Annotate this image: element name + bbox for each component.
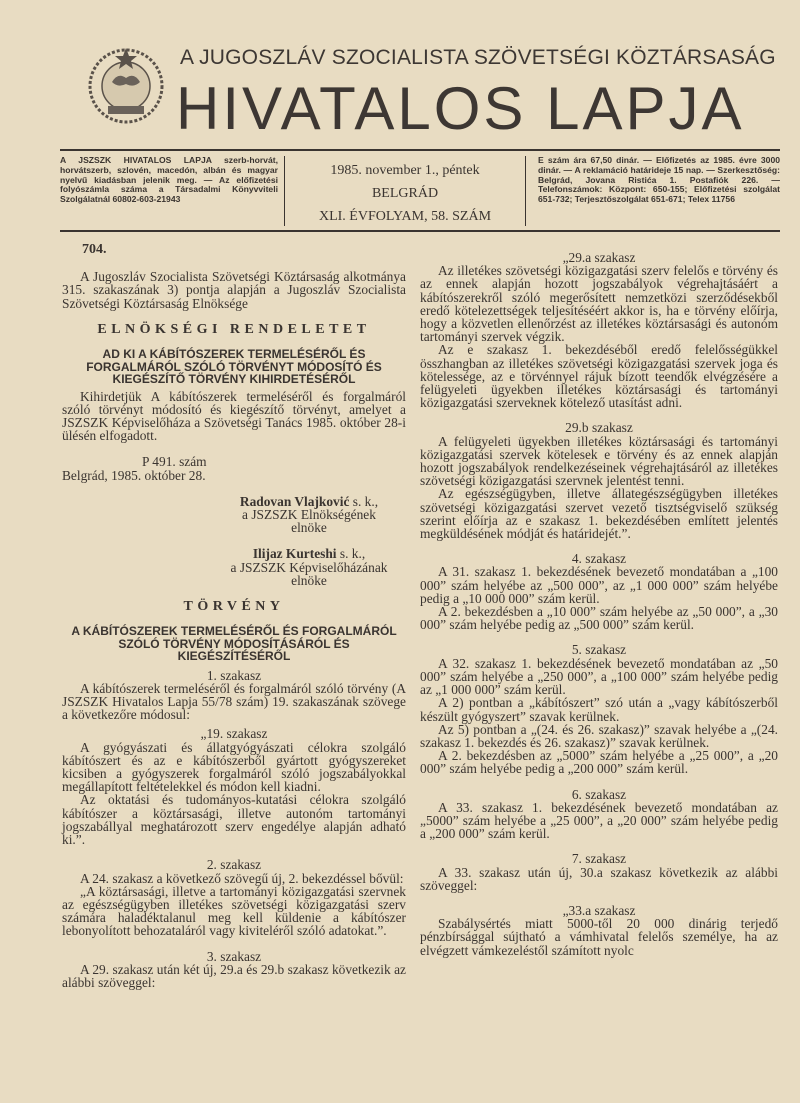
document-type-heading: TÖRVÉNY (183, 598, 285, 614)
country-line: A JUGOSZLÁV SZOCIALISTA SZÖVETSÉGI KÖZTÁRSASÁG (180, 46, 776, 69)
section-heading: 29.b szakasz (565, 420, 633, 436)
signatory-name (212, 547, 406, 560)
document-type-heading: ELNÖKSÉGI RENDELETET (97, 321, 371, 337)
left-column (62, 243, 406, 989)
paragraph: A felügyeleti ügyekben illetékes köztársasági és tartományi közigazgatási szervek kötelesek e törvény és az ennek alapján hozott jogszabályok rendelkezéseinek végrehajtásáról az illetékes szövetségi közigazgatási szervnek jelentést tenni. (420, 433, 778, 489)
place-date-line: Belgrád, 1985. október 28. (62, 467, 206, 483)
coat-of-arms-emblem (84, 42, 168, 126)
reference-number: P 491. szám (142, 454, 207, 470)
section-heading: 2. szakasz (206, 857, 262, 873)
paragraph: Az illetékes szövetségi közigazgatási szerv felelős e törvény és az ennek alapján hozott jogszabályok végrehajtásáért a kábítószerekről szóló megerősített nemzetközi szerződésekből eredő kötelezettségek teljesítéséért akkor is, ha e törvény előírja, hogy a közvetlen ellenőrzést az illetékes köztársasági és autonóm tartományi szervek végzik. (420, 263, 778, 345)
section-heading: 4. szakasz (571, 551, 627, 567)
section-heading: 7. szakasz (571, 851, 627, 867)
signatory-suffix: s. k., (336, 546, 366, 562)
signatory-suffix: s. k., (349, 493, 379, 509)
header-rule-top (60, 149, 780, 151)
issue-city: BELGRÁD (371, 186, 439, 201)
section-heading: 6. szakasz (571, 786, 627, 802)
paragraph: Szabálysértés miatt 5000-től 20 000 dinárig terjedő pénzbírsággal sújtható a vámhivatal felelős személye, ha az elvégzett vámkezeléstől számított nyolc (420, 916, 778, 958)
paragraph: „A köztársasági, illetve a tartományi közigazgatási szervnek az egészségügyben illetékes szövetségi közigazgatási szerv számára haladéktalanul meg kell küldenie a kábítószer lebonyolított behozataláról vagy kiviteléről szóló adatokat.”. (62, 883, 406, 939)
issue-date: 1985. november 1., péntek (330, 163, 480, 178)
paragraph: Az oktatási és tudományos-kutatási célokra szolgáló kábítószer a köztársasági, illetve autonóm tartományi jogszabállyal meghatározott szerv engedélye alapján adható ki.”. (62, 792, 406, 848)
section-heading: 5. szakasz (571, 642, 627, 658)
section-heading: „29.a szakasz (562, 250, 636, 265)
issue-details (284, 156, 526, 226)
header-rule-bottom (60, 230, 780, 232)
signatory-name (212, 495, 406, 508)
publication-note: A JSZSZK HIVATALOS LAPJA szerb-horvát, horvátszerb, szlovén, macedón, albán és magyar nyelvű kiadásban jelenik meg. — Az előfizetési folyószámla száma a Társadalmi Könyvviteli Szolgálatnál 60802-603-21943 (60, 155, 278, 205)
paragraph: A Jugoszláv Szocialista Szövetségi Köztársaság alkotmánya 315. szakaszának 3) pontja alapján a Jugoszláv Szocialista Szövetségi Köztársaság Elnöksége (62, 269, 406, 311)
paragraph: A 32. szakasz 1. bekezdésének bevezető mondatában az „50 000” szám helyébe a „250 000”, a „100 000” szám helyébe pedig az „1 000 000” szám kerül. (420, 655, 778, 698)
paragraph: Kihirdetjük A kábítószerek termeléséről és forgalmáról szóló törvényt módosító és kiegészítő törvényt, amelyet a JSZSZK Képviselőháza a Szövetségi Tanács 1985. október 28-i ülésén elfogadott. (62, 388, 406, 444)
paragraph: A 29. szakasz után két új, 29.a és 29.b szakasz következik az alábbi szöveggel: (62, 961, 406, 990)
paragraph: A 2. bekezdésben az „5000” szám helyébe a „25 000”, a „20 000” szám helyébe pedig a „200 000” szám kerül. (420, 748, 778, 777)
section-heading: 3. szakasz (206, 948, 262, 964)
paragraph: Az 5) pontban a „(24. és 26. szakasz)” szavak helyébe a „(24. szakasz 1. bekezdés és 26. szakasz)” szavak kerülnek. (420, 721, 778, 750)
issue-volume: XLI. ÉVFOLYAM, 58. SZÁM (318, 209, 492, 224)
paragraph: A 33. szakasz 1. bekezdésének bevezető mondatában az „5000” szám helyébe a „25 000”, a „20 000” szám helyébe pedig a „200 000” szám kerül. (420, 799, 778, 842)
act-title: AD KI A KÁBÍTÓSZEREK TERMELÉSÉRŐL ÉS FORGALMÁRÓL SZÓLÓ TÖRVÉNYT MÓDOSÍTÓ ÉS KIEGÉSZÍTŐ TÖRVÉNY KIHIRDETÉSÉRŐL (86, 347, 382, 387)
signatory-title: elnöke (291, 520, 327, 536)
price-and-contact: E szám ára 67,50 dinár. — Előfizetés az 1985. évre 3000 dinár. — A reklamáció határideje 15 nap. — Szerkesztőség: Belgrád, Jovana Ristića 1. Postafiók 226. — Telefonszámok: Központ: 650-155; Előfizetési szolgálat 651-732; Terjesztőszolgálat 651-671; Telex 11756 (538, 155, 780, 205)
section-heading: „19. szakasz (200, 726, 268, 742)
paragraph: Az egészségügyben, illetve állategészségügyben illetékes szövetségi közigazgatási szervet vezető tisztségviselő szükség szerint előírja az e szakasz 1. bekezdésében említett jelentés megküldésének módját és határidejét.”. (420, 486, 778, 542)
signatory-bold-name: Radovan Vlajković (239, 493, 350, 509)
paragraph: A 31. szakasz 1. bekezdésének bevezető mondatában a „100 000” szám helyébe az „500 000”, az „1 000 000” szám helyébe pedig a „10 000 000” szám kerül. (420, 564, 778, 606)
act-number: 704. (82, 242, 107, 257)
paragraph: A 33. szakasz után új, 30.a szakasz következik az alábbi szöveggel: (420, 864, 778, 893)
paragraph: Az e szakasz 1. bekezdéséből eredő felelősségükkel összhangban az illetékes szövetségi közigazgatási szervek joga és kötelessége, az e törvénnyel rájuk bízott teendők elvégzésére a felügyeleti ügyekben illetékes köztársasági és tartományi közigazgatási szerveknek kötelező utasítást adni. (420, 342, 778, 411)
paragraph: A gyógyászati és állatgyógyászati célokra szolgáló kábítószert és az e kábítószerből gyártott gyógyszereket kicsiben a gyógyszerek forgalmáról szóló jogszabályokkal megállapított feltételekkel és módon kell kiadni. (62, 739, 406, 795)
signatory-title: a JSZSZK Képviselőházának (230, 559, 388, 575)
paragraph: A 2. bekezdésben a „10 000” szám helyébe az „50 000”, a „30 000” szám helyébe pedig az „500 000” szám kerül. (420, 604, 778, 633)
signatory-title: elnöke (291, 572, 327, 588)
masthead-title: HIVATALOS LAPJA (176, 75, 745, 142)
issue-info-row (60, 156, 780, 226)
paragraph: A kábítószerek termeléséről és forgalmáról szóló törvény (A JSZSZK Hivatalos Lapja 55/78 szám) 19. szakaszának szövege a következőre módosul: (62, 680, 406, 723)
section-heading: „33.a szakasz (562, 902, 636, 918)
section-heading: 1. szakasz (206, 667, 262, 683)
paragraph: A 24. szakasz a következő szövegű új, 2. bekezdéssel bővül: (80, 870, 404, 886)
signatory-bold-name: Ilijaz Kurteshi (252, 546, 337, 562)
signatory-title: a JSZSZK Elnökségének (242, 506, 376, 522)
right-column (420, 245, 778, 957)
paragraph: A 2) pontban a „kábítószert” szó után a „vagy kábítószerből készült gyógyszert” szavak kerülnek. (420, 695, 778, 724)
act-title: A KÁBÍTÓSZEREK TERMELÉSÉRŐL ÉS FORGALMÁRÓL SZÓLÓ TÖRVÉNY MÓDOSÍTÁSÁRÓL ÉS KIEGÉSZÍTÉSÉRŐL (71, 624, 397, 664)
